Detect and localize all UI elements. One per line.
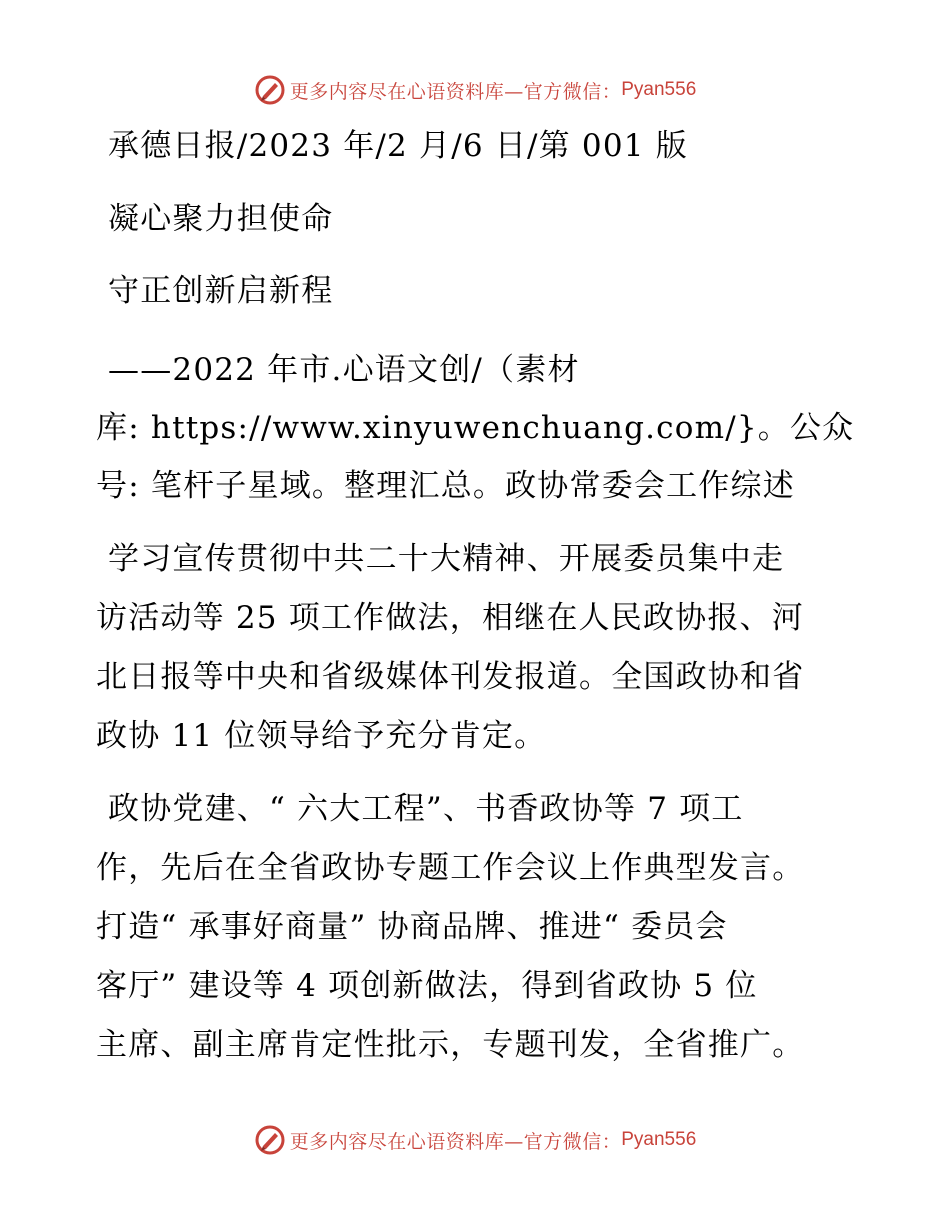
header-banner: [0, 70, 950, 110]
doc-line: 访活动等 25 项工作做法，相继在人民政协报、河: [96, 600, 804, 636]
banner-wechat-id: Pyan556: [621, 1129, 697, 1150]
doc-line: 学习宣传贯彻中共二十大精神、开展委员集中走: [108, 541, 785, 577]
doc-line: 号: 笔杆子星域。整理汇总。政协常委会工作综述: [96, 468, 795, 504]
doc-line: 承德日报/2023 年/2 月/6 日/第 001 版: [108, 128, 688, 164]
doc-line: 守正创新启新程: [108, 273, 334, 309]
doc-line: 客厅” 建设等 4 项创新做法，得到省政协 5 位: [96, 968, 758, 1004]
banner-wechat-id: Pyan556: [621, 79, 697, 100]
doc-line: 政协 11 位领导给予充分肯定。: [96, 718, 547, 754]
footer-banner: [0, 1120, 950, 1160]
doc-line: 作，先后在全省政协专题工作会议上作典型发言。: [96, 850, 805, 886]
doc-line: ——2022 年市.心语文创/（素材: [108, 352, 580, 388]
doc-line: 北日报等中央和省级媒体刊发报道。全国政协和省: [96, 659, 805, 695]
brand-logo-icon: [254, 74, 286, 106]
doc-line: 打造“ 承事好商量” 协商品牌、推进“ 委员会: [96, 909, 728, 945]
doc-line: 政协党建、“ 六大工程”、书香政协等 7 项工: [108, 791, 744, 827]
banner-text: 更多内容尽在心语资料库—官方微信：: [289, 80, 622, 103]
brand-logo-icon: [254, 1124, 286, 1156]
doc-line: 主席、副主席肯定性批示，专题刊发，全省推广。: [96, 1027, 805, 1063]
doc-line: 凝心聚力担使命: [108, 201, 334, 237]
doc-line: 库: https://www.xinyuwenchuang.com/}。公众: [96, 410, 855, 446]
banner-text: 更多内容尽在心语资料库—官方微信：: [289, 1130, 622, 1153]
